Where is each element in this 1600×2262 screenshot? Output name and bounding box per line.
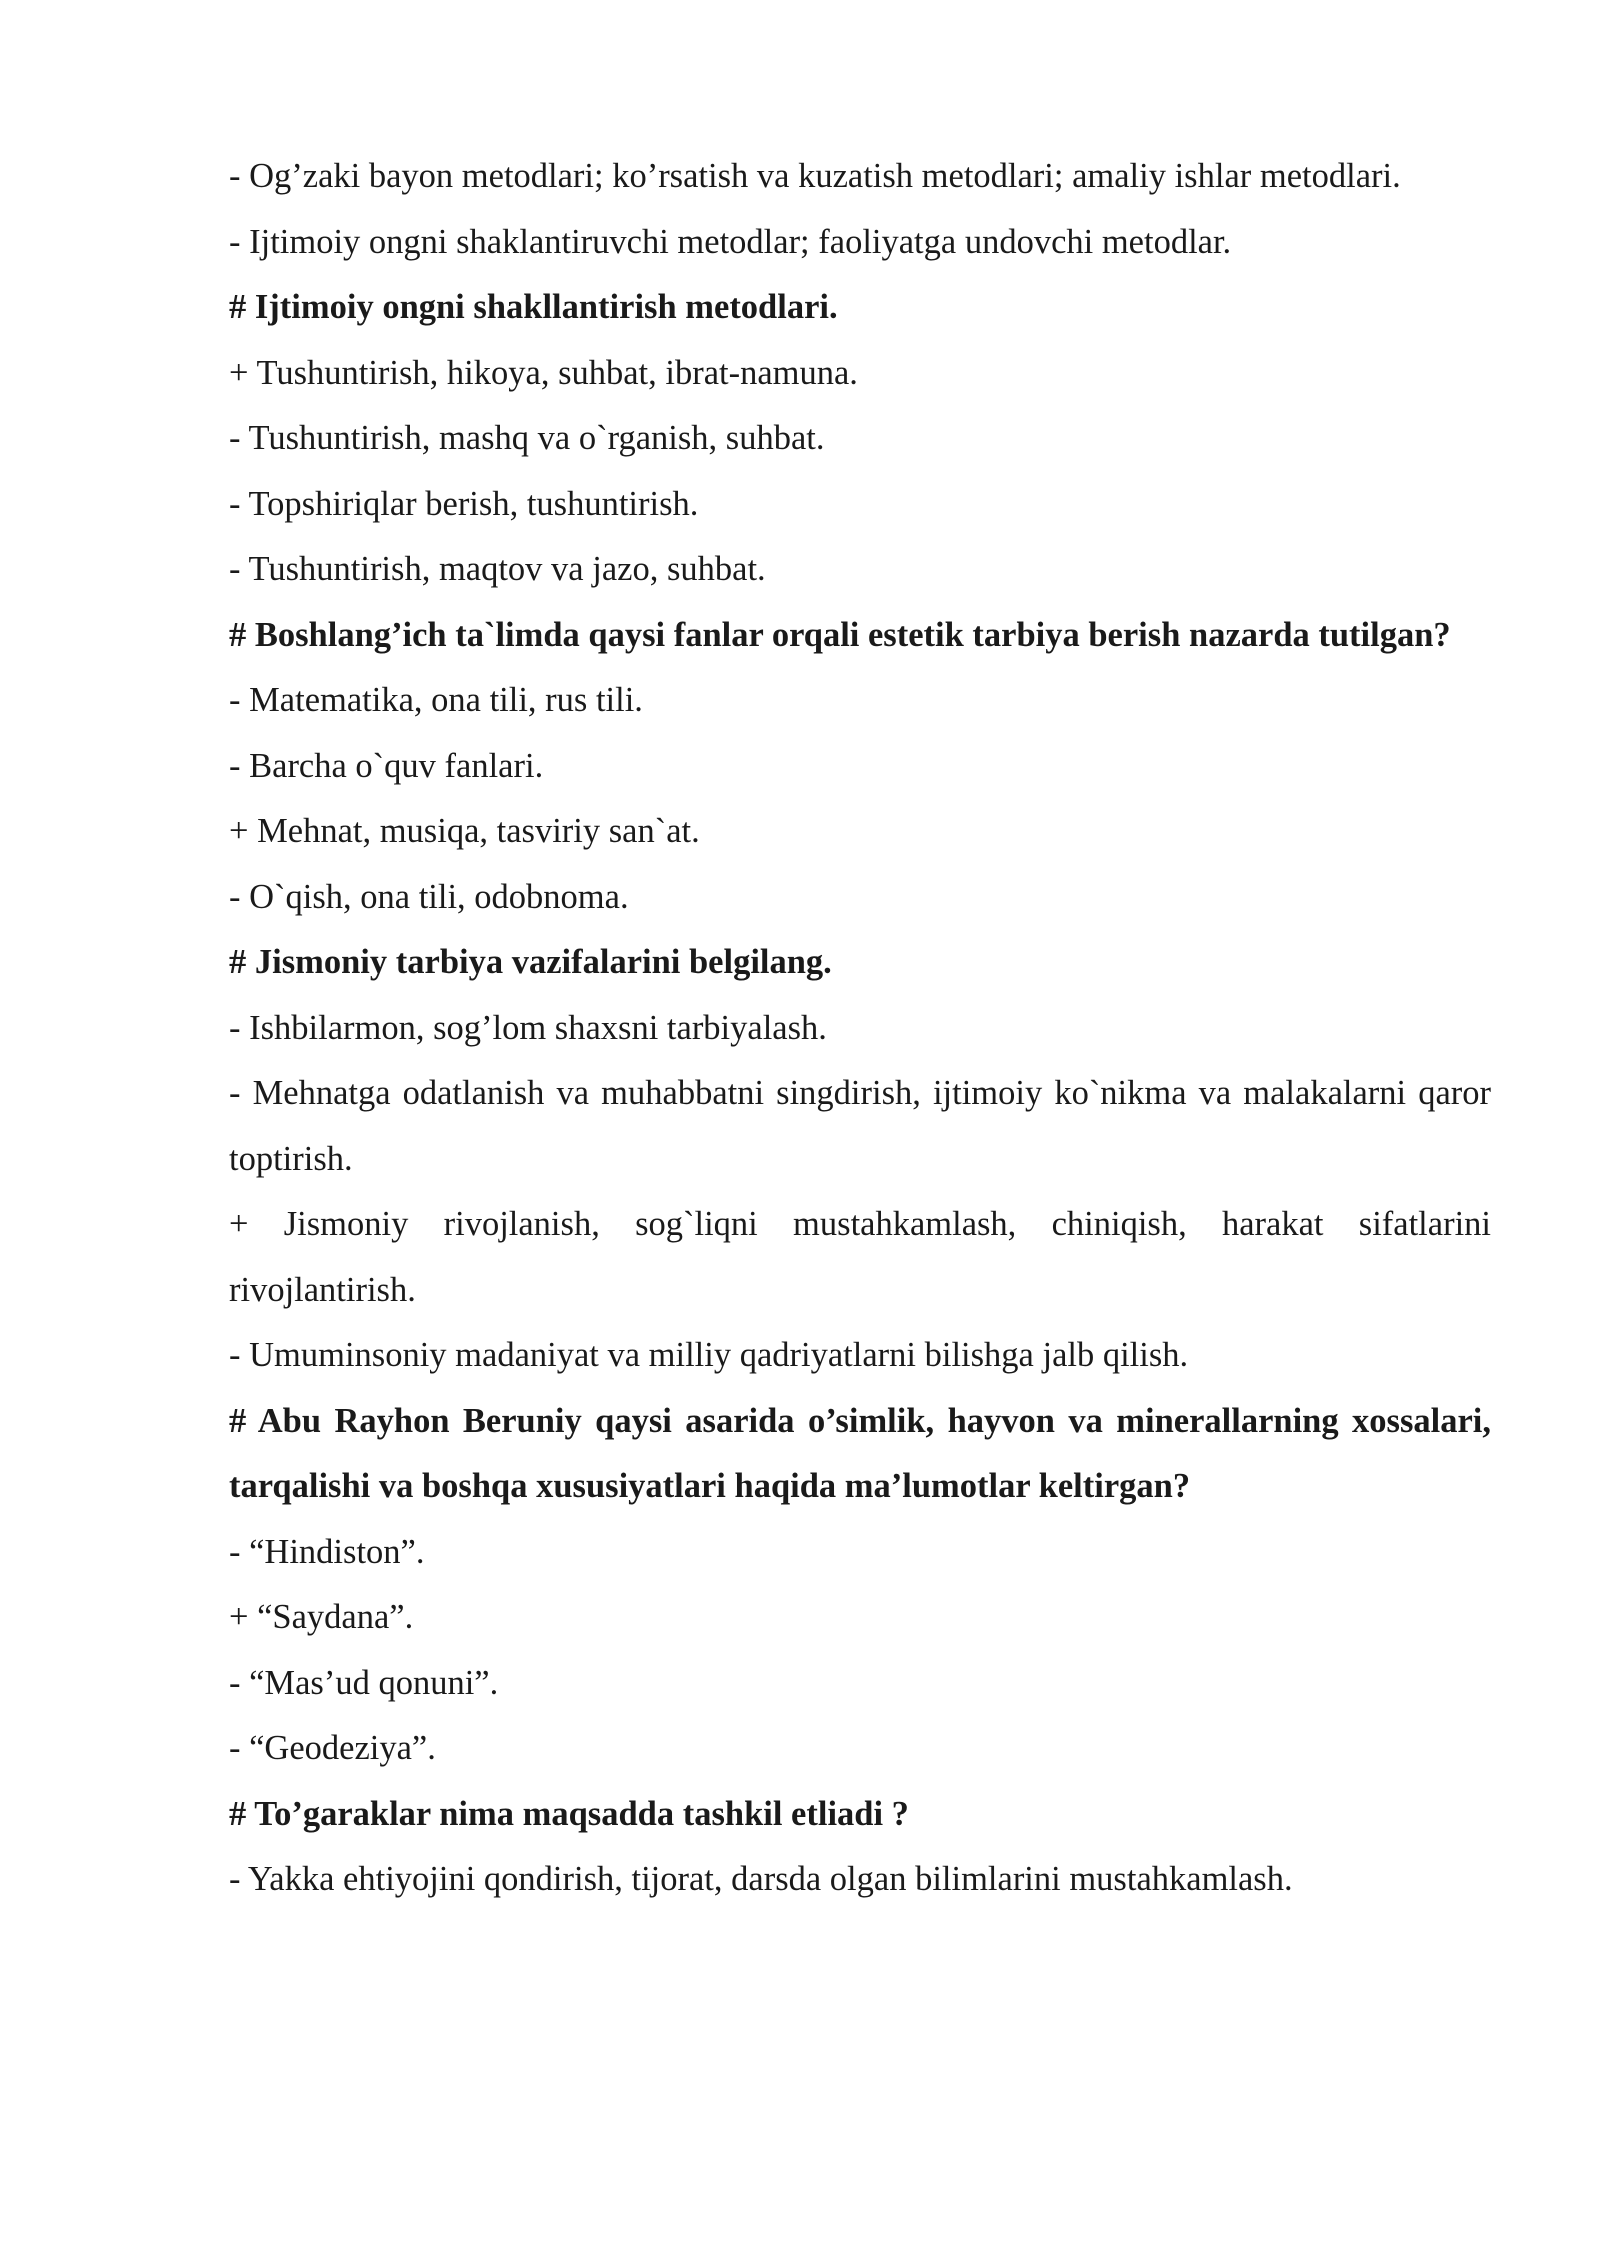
question-line: # Jismoniy tarbiya vazifalarini belgilang. <box>229 943 832 981</box>
document-page <box>229 144 1491 1913</box>
option-line: - Og’zaki bayon metodlari; ko’rsatish va kuzatish metodlari; amaliy ishlar metodlari. <box>229 157 1401 195</box>
option-line: - Umuminsoniy madaniyat va milliy qadriyatlarni bilishga jalb qilish. <box>229 1336 1189 1374</box>
question-line: # Abu Rayhon Beruniy qaysi asarida o’simlik, hayvon va minerallarning xossalari, tarqalishi va boshqa xususiyatlari haqida ma’lumotlar keltirgan? <box>229 1401 1491 1505</box>
option-line: - Tushuntirish, mashq va o`rganish, suhbat. <box>229 419 825 457</box>
question-line: # Ijtimoiy ongni shakllantirish metodlari. <box>229 288 838 326</box>
option-line: - O`qish, ona tili, odobnoma. <box>229 877 629 916</box>
answer-line: + Tushuntirish, hikoya, suhbat, ibrat-namuna. <box>229 353 858 392</box>
option-line: - Topshiriqlar berish, tushuntirish. <box>229 484 699 523</box>
option-line: - Yakka ehtiyojini qondirish, tijorat, darsda olgan bilimlarini mustahkamlash. <box>229 1860 1293 1898</box>
answer-line: + “Saydana”. <box>229 1598 414 1636</box>
option-line: - “Hindiston”. <box>229 1532 425 1571</box>
option-line: - Matematika, ona tili, rus tili. <box>229 681 643 719</box>
answer-line: + Jismoniy rivojlanish, sog`liqni mustahkamlash, chiniqish, harakat sifatlarini rivojlantirish. <box>229 1205 1491 1309</box>
question-line: # Boshlang’ich ta`limda qaysi fanlar orqali estetik tarbiya berish nazarda tutilgan? <box>229 615 1451 654</box>
option-line: - “Geodeziya”. <box>229 1729 436 1767</box>
option-line: - “Mas’ud qonuni”. <box>229 1663 499 1702</box>
option-line: - Tushuntirish, maqtov va jazo, suhbat. <box>229 550 766 588</box>
option-line: - Barcha o`quv fanlari. <box>229 746 544 785</box>
option-line: - Ishbilarmon, sog’lom shaxsni tarbiyalash. <box>229 1008 827 1047</box>
option-line: - Mehnatga odatlanish va muhabbatni singdirish, ijtimoiy ko`nikma va malakalarni qaror toptirish. <box>229 1074 1491 1178</box>
answer-line: + Mehnat, musiqa, tasviriy san`at. <box>229 812 700 850</box>
option-line: - Ijtimoiy ongni shaklantiruvchi metodlar; faoliyatga undovchi metodlar. <box>229 222 1232 261</box>
question-line: # To’garaklar nima maqsadda tashkil etliadi ? <box>229 1794 909 1833</box>
